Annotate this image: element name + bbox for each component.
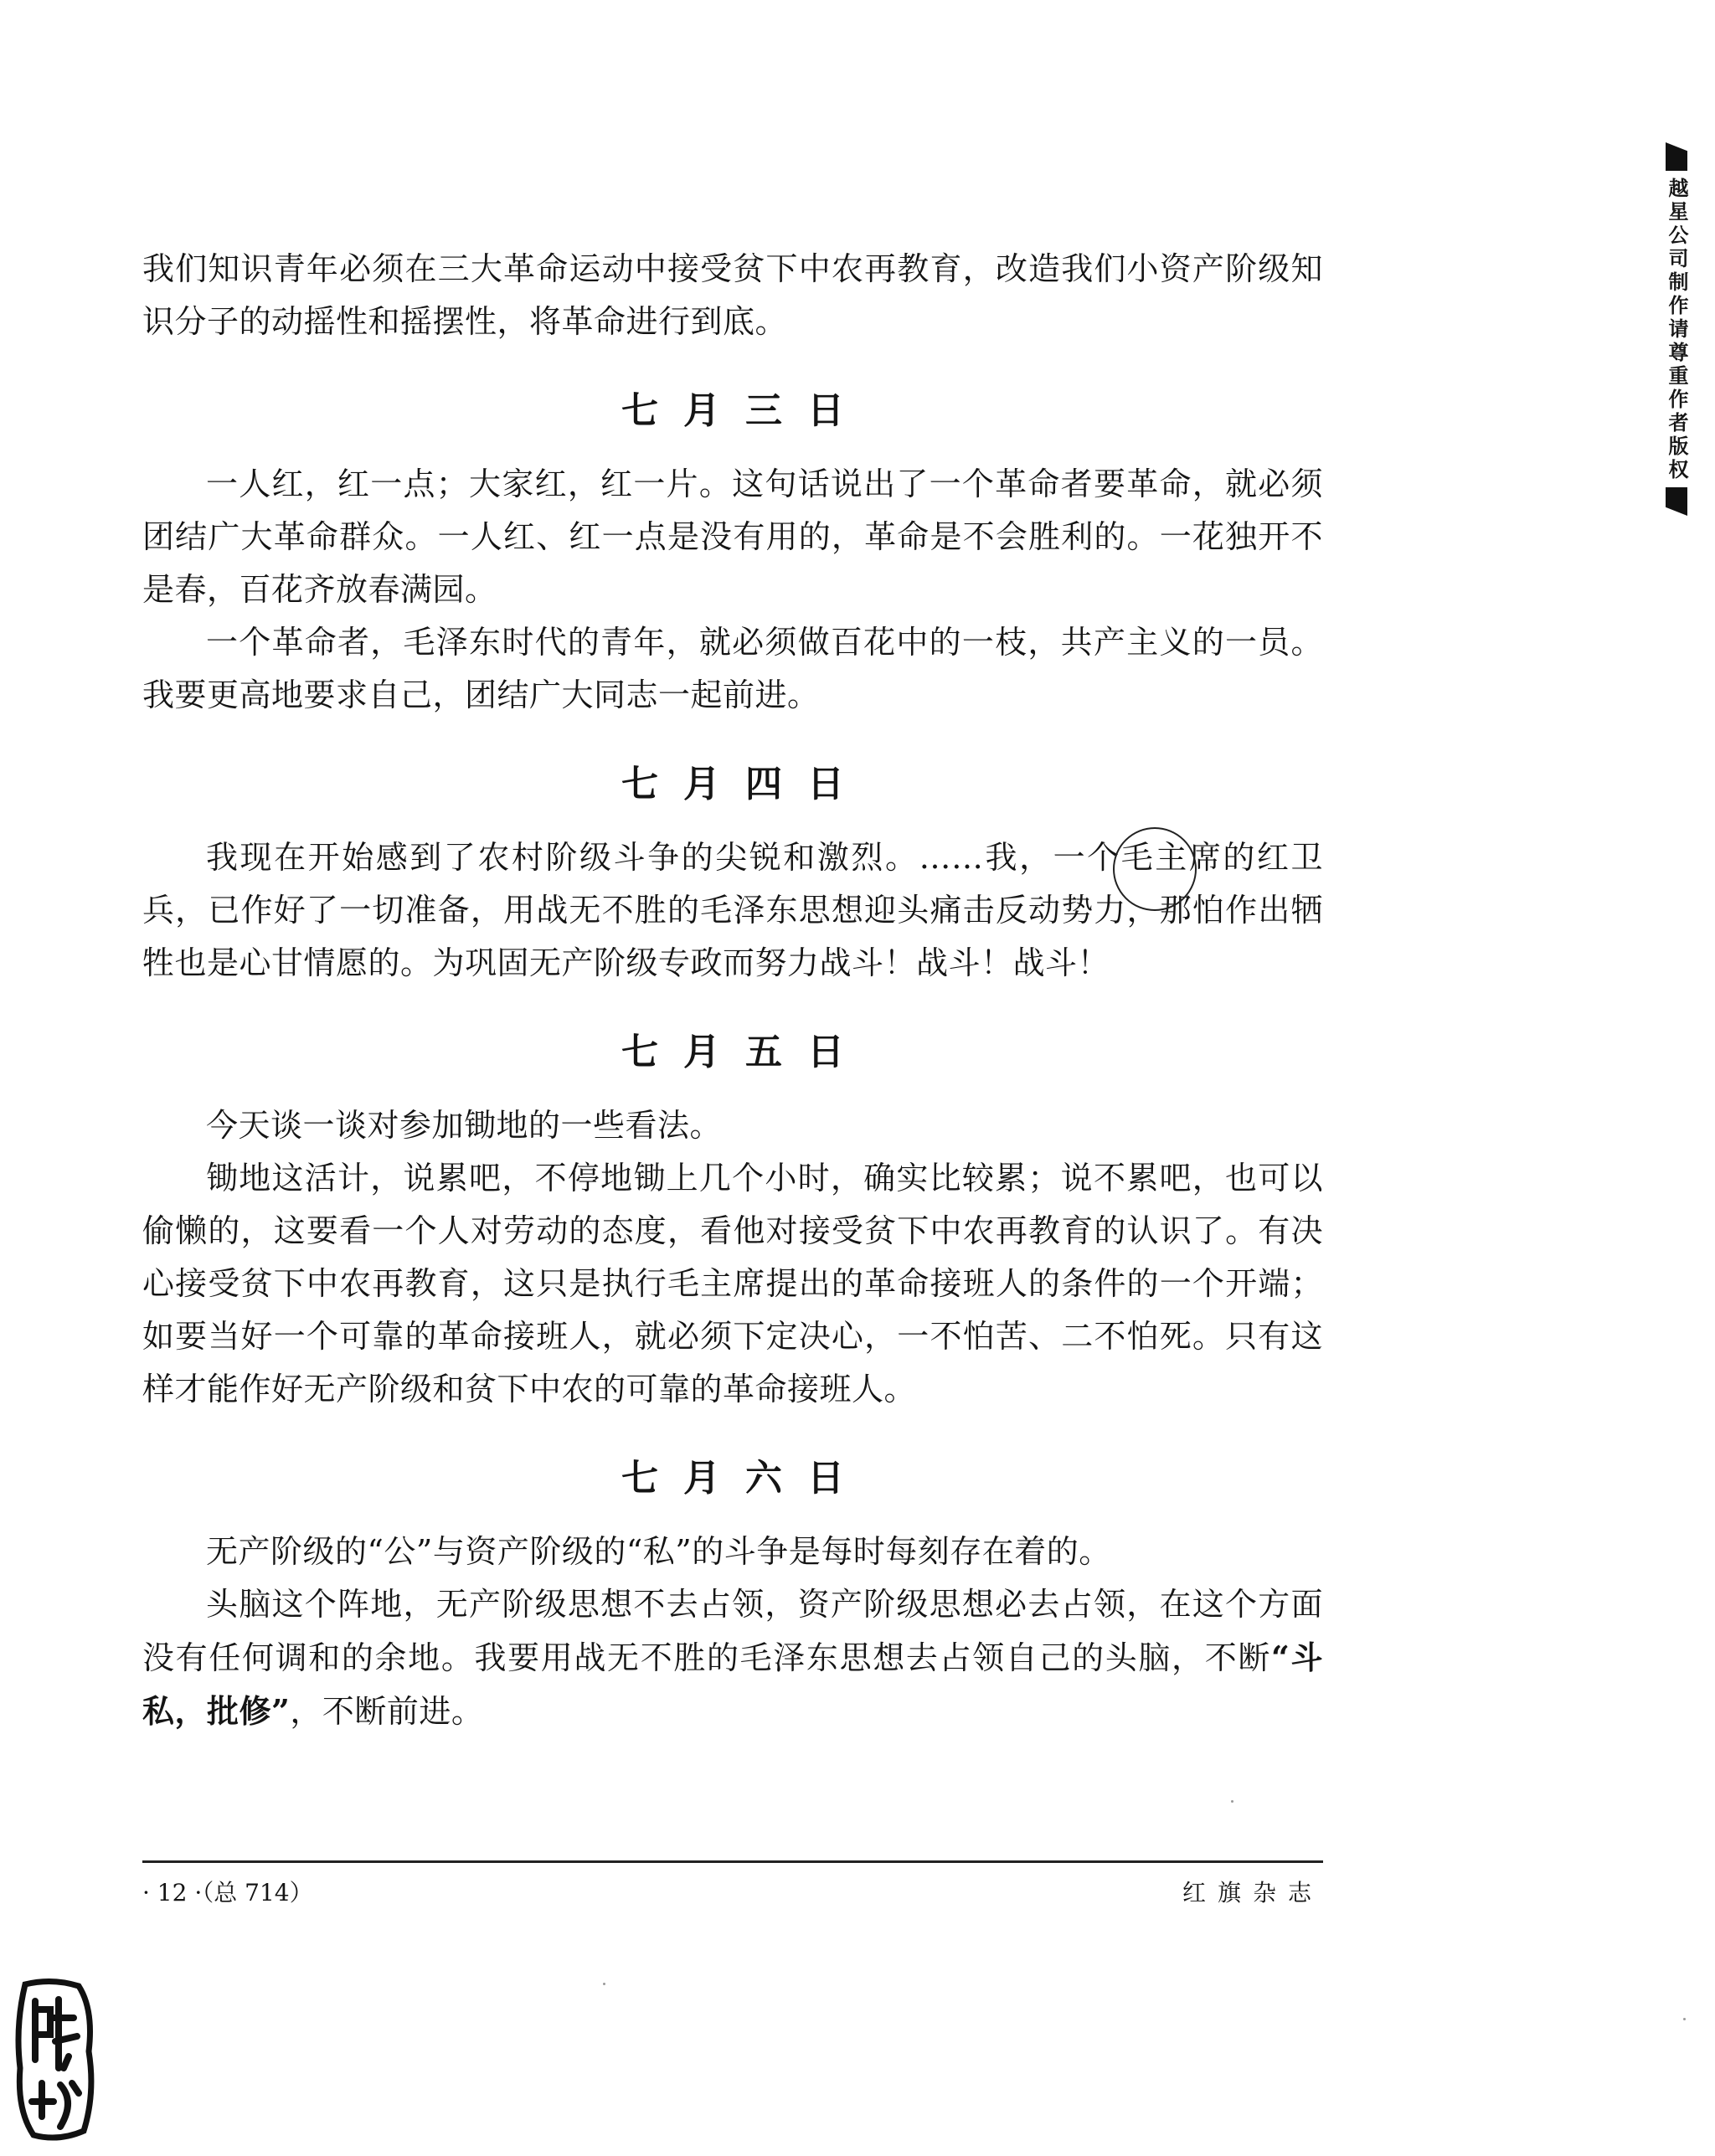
bar-marker-icon bbox=[1666, 142, 1687, 171]
entry-july-6-paragraph-1: 无产阶级的“公”与资产阶级的“私”的斗争是每时每刻存在着的。 bbox=[206, 1533, 1111, 1570]
circled-text bbox=[1121, 839, 1223, 876]
text-segment: ，不断前进。 bbox=[290, 1693, 484, 1730]
entry-date-july-6: 七月六日 bbox=[621, 1457, 869, 1500]
handwritten-circle-mark bbox=[1113, 827, 1197, 911]
entry-july-3-paragraph-1: 一人红，红一点；大家红，红一片。这句话说出了一个革命者要革命，就必须团结广大革命群众。一人红、红一点是没有用的，革命是不会胜利的。一花独开不是春，百花齐放春满园。 bbox=[142, 466, 1323, 608]
text-segment: 头脑这个阵地，无产阶级思想不去占领，资产阶级思想必去占领，在这个方面没有任何调和的余地。我要用战无不胜的毛泽东思想去占领自己的头脑，不断 bbox=[142, 1586, 1323, 1676]
text-segment: 的红卫兵，已作好了一切准备，用战无不胜的毛泽东思想迎头痛击反动势力，那怕作出牺牲也是心甘情愿的。为巩固无产阶级专政而努力战斗！战斗！战斗！ bbox=[142, 839, 1323, 981]
text-segment: 我现在开始感到了农村阶级斗争的尖锐和激烈。……我，一个 bbox=[206, 839, 1121, 876]
circled-text-label: 毛主席 bbox=[1120, 839, 1223, 876]
page-footer bbox=[142, 1860, 1323, 1908]
bar-marker-icon bbox=[1666, 487, 1687, 516]
entry-date-july-5: 七月五日 bbox=[621, 1031, 869, 1073]
entry-july-5-paragraph-1: 今天谈一谈对参加锄地的一些看法。 bbox=[206, 1107, 723, 1144]
speck bbox=[1231, 1800, 1233, 1803]
bold-slogan: “斗私，批修” bbox=[142, 1639, 1323, 1730]
entry-date-july-4: 七月四日 bbox=[621, 763, 869, 805]
watermark-text: 越星公司制作请尊重作者版权 bbox=[1665, 178, 1688, 482]
speck bbox=[603, 1983, 605, 1985]
intro-paragraph: 我们知识青年必须在三大革命运动中接受贫下中农再教育，改造我们小资产阶级知识分子的动摇性和摇摆性，将革命进行到底。 bbox=[142, 250, 1323, 340]
article-body bbox=[142, 243, 1323, 1738]
entry-july-4-paragraph-1 bbox=[142, 831, 1323, 990]
side-watermark bbox=[1658, 142, 1695, 516]
entry-july-5-paragraph-2: 锄地这活计，说累吧，不停地锄上几个小时，确实比较累；说不累吧，也可以偷懒的，这要看一个人对劳动的态度，看他对接受贫下中农再教育的认识了。有决心接受贫下中农再教育，这只是执行毛主席提出的革命接班人的条件的一个开端；如要当好一个可靠的革命接班人，就必须下定决心，一不怕苦、二不怕死。只有这样才能作好无产阶级和贫下中农的可靠的革命接班人。 bbox=[142, 1160, 1323, 1407]
magazine-name: 红旗杂志 bbox=[1182, 1879, 1323, 1906]
page-number: · 12 ·（总 714） bbox=[142, 1879, 313, 1906]
entry-date-july-3: 七月三日 bbox=[621, 389, 869, 432]
speck bbox=[1683, 2018, 1686, 2020]
entry-july-6-paragraph-2 bbox=[142, 1578, 1323, 1738]
entry-july-3-paragraph-2: 一个革命者，毛泽东时代的青年，就必须做百花中的一枝，共产主义的一员。我要更高地要求自己，团结广大同志一起前进。 bbox=[142, 624, 1323, 713]
seal-stamp bbox=[8, 1976, 100, 2143]
